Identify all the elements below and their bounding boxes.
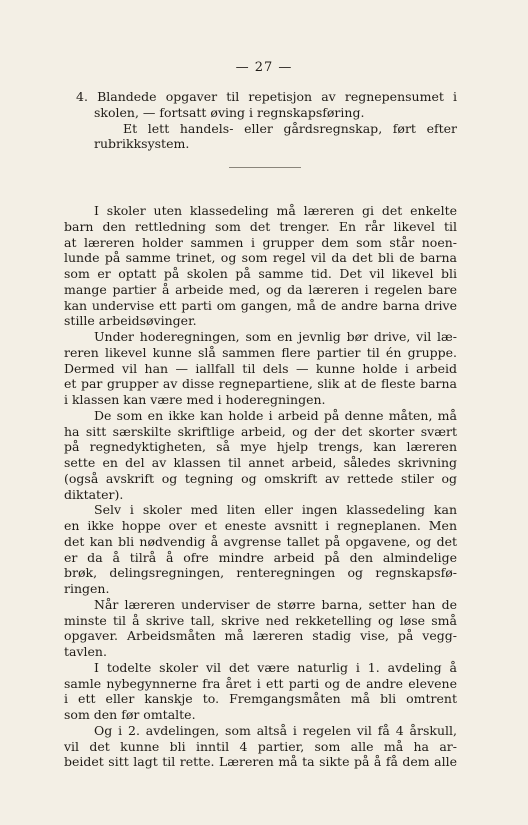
text-line: I skoler uten klassedeling må læreren gi det enkelte xyxy=(94,203,457,218)
text-line: i ett eller kanskje to. Fremgangsmåten må bli omtrent xyxy=(64,691,457,707)
text-line: en ikke hoppe over et eneste avsnitt i regneplanen. Men xyxy=(64,518,457,533)
text-line: tavlen. xyxy=(64,644,107,659)
section-divider xyxy=(229,167,301,168)
item-4-block xyxy=(64,89,457,152)
text-line: Når læreren underviser de større barna, setter han de xyxy=(94,596,457,612)
text-line: det kan bli nødvendig å avgrense tallet på opgavene, og det xyxy=(64,533,457,549)
text-line: Og i 2. avdelingen, som altså i regelen vil få 4 årskull, xyxy=(94,722,457,738)
text-line: som den før omtalte. xyxy=(64,707,196,722)
text-line: stille arbeidsøvinger. xyxy=(64,313,197,329)
text-line: lunde på samme trinet, og som regel vil da det bli de barna xyxy=(64,250,457,266)
text-line: minste til å skrive tall, skrive ned rekketelling og løse små xyxy=(64,612,457,628)
text-line: 4. Blandede opgaver til repetisjon av regnepensumet i xyxy=(76,89,457,104)
text-line: samle nybegynnerne fra året i ett parti og de andre elevene xyxy=(64,675,457,691)
text-line: et par grupper av disse regnepartiene, slik at de fleste barna xyxy=(64,376,457,392)
text-line: brøk, delingsregningen, renteregningen og regnskapsfø- xyxy=(64,565,457,581)
text-line: sette en del av klassen til annet arbeid, således skrivning xyxy=(64,455,457,470)
text-line: beidet sitt lagt til rette. Læreren må ta sikte på å få dem alle xyxy=(64,754,457,770)
text-line: Under hoderegningen, som en jevnlig bør drive, vil læ- xyxy=(94,329,457,344)
text-line: I todelte skoler vil det være naturlig i 1. avdeling å xyxy=(94,659,457,675)
text-line: er da å tilrå å ofre mindre arbeid på den almindelige xyxy=(64,549,457,565)
text-line: reren likevel kunne slå sammen flere partier til én gruppe. xyxy=(64,344,457,360)
text-line: barn den rettledning som det trenger. En rår likevel til xyxy=(64,218,457,234)
text-line: rubrikksystem. xyxy=(94,136,190,152)
text-line: (også avskrift og tegning og omskrift av rettede stiler og xyxy=(64,470,457,486)
text-line: ha sitt særskilte skriftlige arbeid, og der det skorter svært xyxy=(64,423,457,439)
body-text xyxy=(64,203,457,770)
text-line: som er optatt på skolen på samme tid. Det vil likevel bli xyxy=(64,266,457,281)
text-line: på regnedyktigheten, så mye hjelp trengs, kan læreren xyxy=(64,439,457,455)
text-line: diktater). xyxy=(64,486,124,502)
text-line: mange partier å arbeide med, og da læreren i regelen bare xyxy=(64,281,457,297)
text-line: Selv i skoler med liten eller ingen klassedeling kan xyxy=(94,502,457,518)
text-line: skolen, — fortsatt øving i regnskapsføring. xyxy=(94,104,365,120)
text-line: opgaver. Arbeidsmåten må læreren stadig vise, på vegg- xyxy=(64,628,457,644)
text-line: i klassen kan være med i hoderegningen. xyxy=(64,392,326,407)
text-line: ringen. xyxy=(64,581,110,596)
page-number: — 27 — xyxy=(235,60,293,75)
text-line: vil det kunne bli inntil 4 partier, som alle må ha ar- xyxy=(64,738,457,754)
text-line: at læreren holder sammen i grupper dem som står noen- xyxy=(64,234,457,250)
text-line: De som en ikke kan holde i arbeid på denne måten, må xyxy=(94,407,457,423)
text-line: kan undervise ett parti om gangen, må de andre barna drive xyxy=(64,297,457,313)
text-line: Dermed vil han — iallfall til dels — kunne holde i arbeid xyxy=(64,360,457,376)
text-line: Et lett handels- eller gårdsregnskap, ført efter xyxy=(123,120,457,136)
